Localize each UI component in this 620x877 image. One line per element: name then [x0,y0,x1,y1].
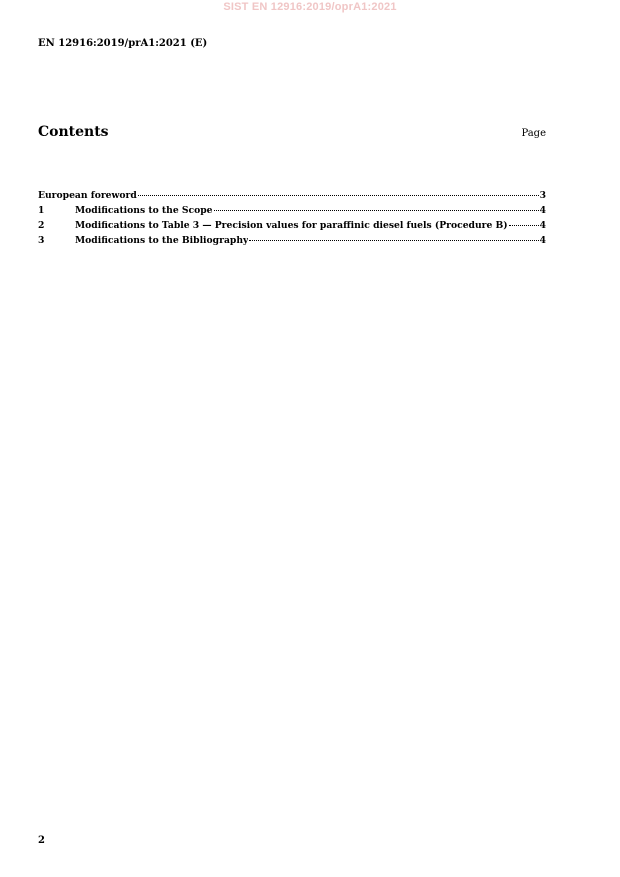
toc-entry-title: European foreword [38,190,137,201]
contents-heading: Contents [38,124,109,140]
toc-entry-scope[interactable] [38,205,546,220]
document-reference: EN 12916:2019/prA1:2021 (E) [38,38,208,49]
toc-entry-page: 4 [539,235,546,246]
toc-entry-title: Modifications to Table 3 — Precision values for paraffinic diesel fuels (Procedure B) [75,220,508,231]
toc-entry-title: Modifications to the Bibliography [75,235,249,246]
toc-entry-page: 4 [539,205,546,216]
toc-entry-bibliography[interactable] [38,235,546,250]
toc-entry-number: 2 [38,220,45,231]
toc-dot-leader [138,195,539,196]
page-column-label: Page [521,128,546,139]
toc-dot-leader [214,210,539,211]
toc-entry-number: 1 [38,205,45,216]
toc-dot-leader [509,225,539,226]
toc-entry-page: 4 [539,220,546,231]
toc-entry-foreword[interactable] [38,190,546,205]
toc-dot-leader [249,240,538,241]
toc-entry-table-3[interactable] [38,220,546,235]
toc-entry-title: Modifications to the Scope [75,205,213,216]
toc-entry-page: 3 [539,190,546,201]
page-number: 2 [38,835,45,846]
toc-entry-number: 3 [38,235,45,246]
watermark-stamp: SIST EN 12916:2019/oprA1:2021 [223,1,397,13]
table-of-contents [38,190,546,250]
